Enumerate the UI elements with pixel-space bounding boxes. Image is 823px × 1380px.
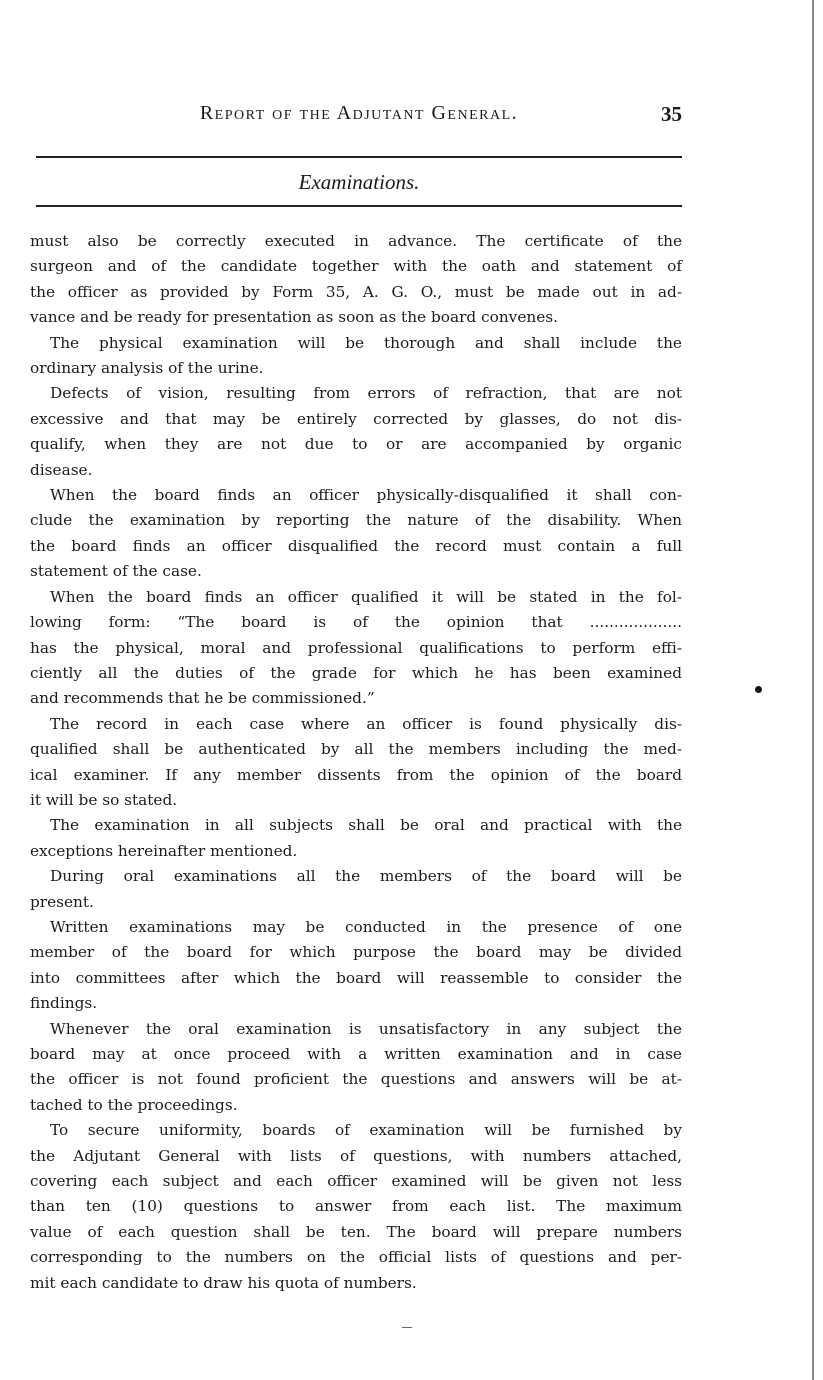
text-line: has the physical, moral and professional qualifications to perform effi- xyxy=(30,638,682,657)
header-rule-top xyxy=(36,156,682,158)
text-line: present. xyxy=(30,892,94,911)
text-line: When the board finds an officer physically-disqualified it shall con- xyxy=(50,486,682,505)
text-line: member of the board for which purpose the board may be divided xyxy=(30,943,682,962)
text-line: Defects of vision, resulting from errors of refraction, that are not xyxy=(50,384,682,403)
text-line: statement of the case. xyxy=(30,562,202,581)
text-line: Written examinations may be conducted in the presence of one xyxy=(50,917,682,936)
text-line: it will be so stated. xyxy=(30,790,178,809)
text-line: ciently all the duties of the grade for which he has been examined xyxy=(30,663,682,682)
text-line: excessive and that may be entirely corrected by glasses, do not dis- xyxy=(30,409,682,428)
text-line: and recommends that he be commissioned.” xyxy=(30,689,375,708)
text-line: ical examiner. If any member dissents from the opinion of the board xyxy=(30,765,682,784)
text-line: The record in each case where an officer is found physically dis- xyxy=(50,714,682,733)
text-line: the Adjutant General with lists of questions, with numbers attached, xyxy=(30,1146,682,1165)
body-text xyxy=(30,229,682,1296)
text-line: ordinary analysis of the urine. xyxy=(30,359,264,378)
text-line: During oral examinations all the members of the board will be xyxy=(50,867,682,886)
section-heading: Examinations. xyxy=(298,170,420,194)
running-head xyxy=(36,102,682,134)
text-line: the board finds an officer disqualified the record must contain a full xyxy=(30,536,682,555)
text-line: When the board finds an officer qualified it will be stated in the fol- xyxy=(50,587,682,606)
text-line: exceptions hereinafter mentioned. xyxy=(30,841,298,860)
text-line: must also be correctly executed in advance. The certificate of the xyxy=(30,232,682,250)
page-edge-shadow xyxy=(812,0,814,1380)
text-line: lowing form: “The board is of the opinion that ................... xyxy=(30,613,682,632)
page-number: 35 xyxy=(661,102,682,126)
ink-speck xyxy=(755,686,762,693)
text-line: tached to the proceedings. xyxy=(30,1095,238,1114)
text-line: The examination in all subjects shall be oral and practical with the xyxy=(50,816,682,835)
text-line: surgeon and of the candidate together with the oath and statement of xyxy=(30,257,682,276)
text-line: the officer is not found proficient the questions and answers will be at- xyxy=(30,1070,682,1089)
text-line: than ten (10) questions to answer from each list. The maximum xyxy=(30,1197,682,1216)
text-line: The physical examination will be thorough and shall include the xyxy=(50,333,682,352)
text-line: the officer as provided by Form 35, A. G. O., must be made out in ad- xyxy=(30,282,682,301)
header-rule-bottom xyxy=(36,205,682,207)
text-line: vance and be ready for presentation as soon as the board convenes. xyxy=(30,308,558,327)
text-line: qualified shall be authenticated by all the members including the med- xyxy=(30,740,682,759)
running-head-title: Report of the Adjutant General. xyxy=(199,102,519,124)
text-line: qualify, when they are not due to or are accompanied by organic xyxy=(30,435,682,454)
text-line: board may at once proceed with a written examination and in case xyxy=(30,1045,682,1063)
ink-mark xyxy=(402,1327,412,1328)
text-line: corresponding to the numbers on the official lists of questions and per- xyxy=(30,1248,682,1267)
text-line: To secure uniformity, boards of examination will be furnished by xyxy=(50,1121,682,1140)
text-line: Whenever the oral examination is unsatisfactory in any subject the xyxy=(50,1019,682,1038)
text-line: covering each subject and each officer examined will be given not less xyxy=(30,1172,682,1191)
text-line: into committees after which the board will reassemble to consider the xyxy=(30,968,682,987)
text-line: findings. xyxy=(30,994,98,1013)
text-line: value of each question shall be ten. The board will prepare numbers xyxy=(30,1222,682,1241)
text-line: disease. xyxy=(30,460,93,479)
text-line: clude the examination by reporting the nature of the disability. When xyxy=(30,511,682,530)
text-line: mit each candidate to draw his quota of numbers. xyxy=(30,1273,417,1292)
